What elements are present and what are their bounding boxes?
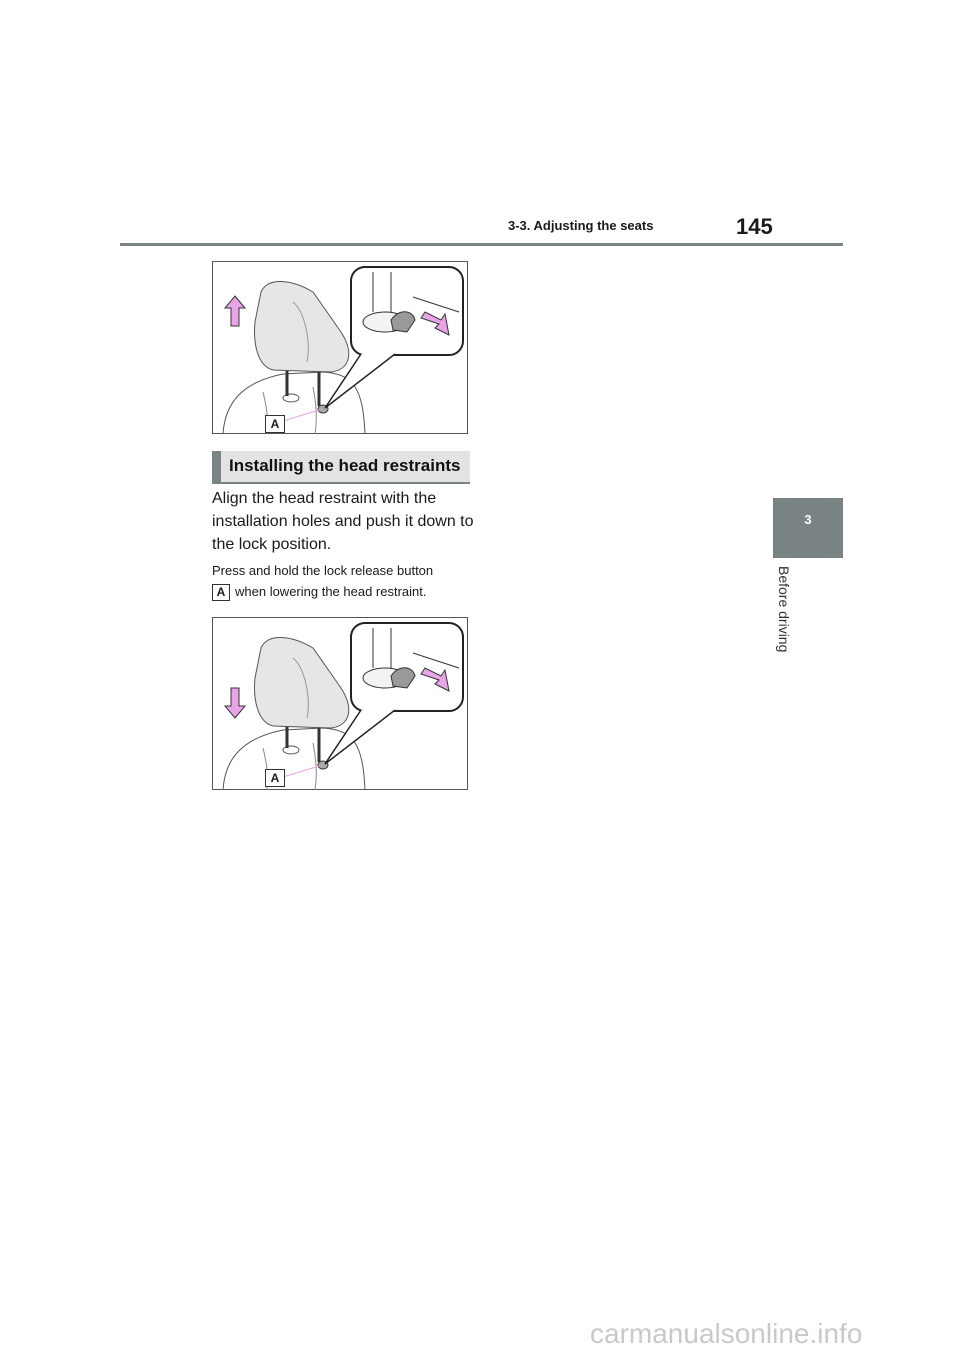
callout-label-a: A: [265, 415, 285, 433]
head-restraint-illustration: [213, 262, 469, 435]
section-heading-underline: [212, 482, 470, 484]
note-text-line1: Press and hold the lock release button: [212, 563, 434, 578]
header-divider: [120, 243, 843, 246]
figure-remove-head-restraint: [212, 261, 468, 434]
instruction-text: Align the head restraint with the installation holes and push it down to the lock position.: [212, 490, 474, 553]
chapter-tab: [773, 498, 843, 558]
note-text: when lowering the head restraint.: [235, 584, 427, 599]
chapter-label: [770, 566, 820, 666]
watermark: carmanualsonline.info: [590, 1318, 863, 1349]
page-number: 145: [736, 214, 773, 239]
note-callout-label: A: [212, 584, 230, 601]
note-text-line2: [212, 584, 427, 601]
section-title: 3-3. Adjusting the seats: [508, 218, 654, 233]
callout-label-a: A: [265, 769, 285, 787]
figure-install-head-restraint: [212, 617, 468, 790]
chapter-title: Before driving: [776, 566, 792, 653]
section-heading: [212, 451, 470, 483]
section-heading-text: Installing the head restraints: [229, 456, 461, 475]
chapter-number: 3: [804, 512, 812, 527]
head-restraint-illustration: [213, 618, 469, 791]
